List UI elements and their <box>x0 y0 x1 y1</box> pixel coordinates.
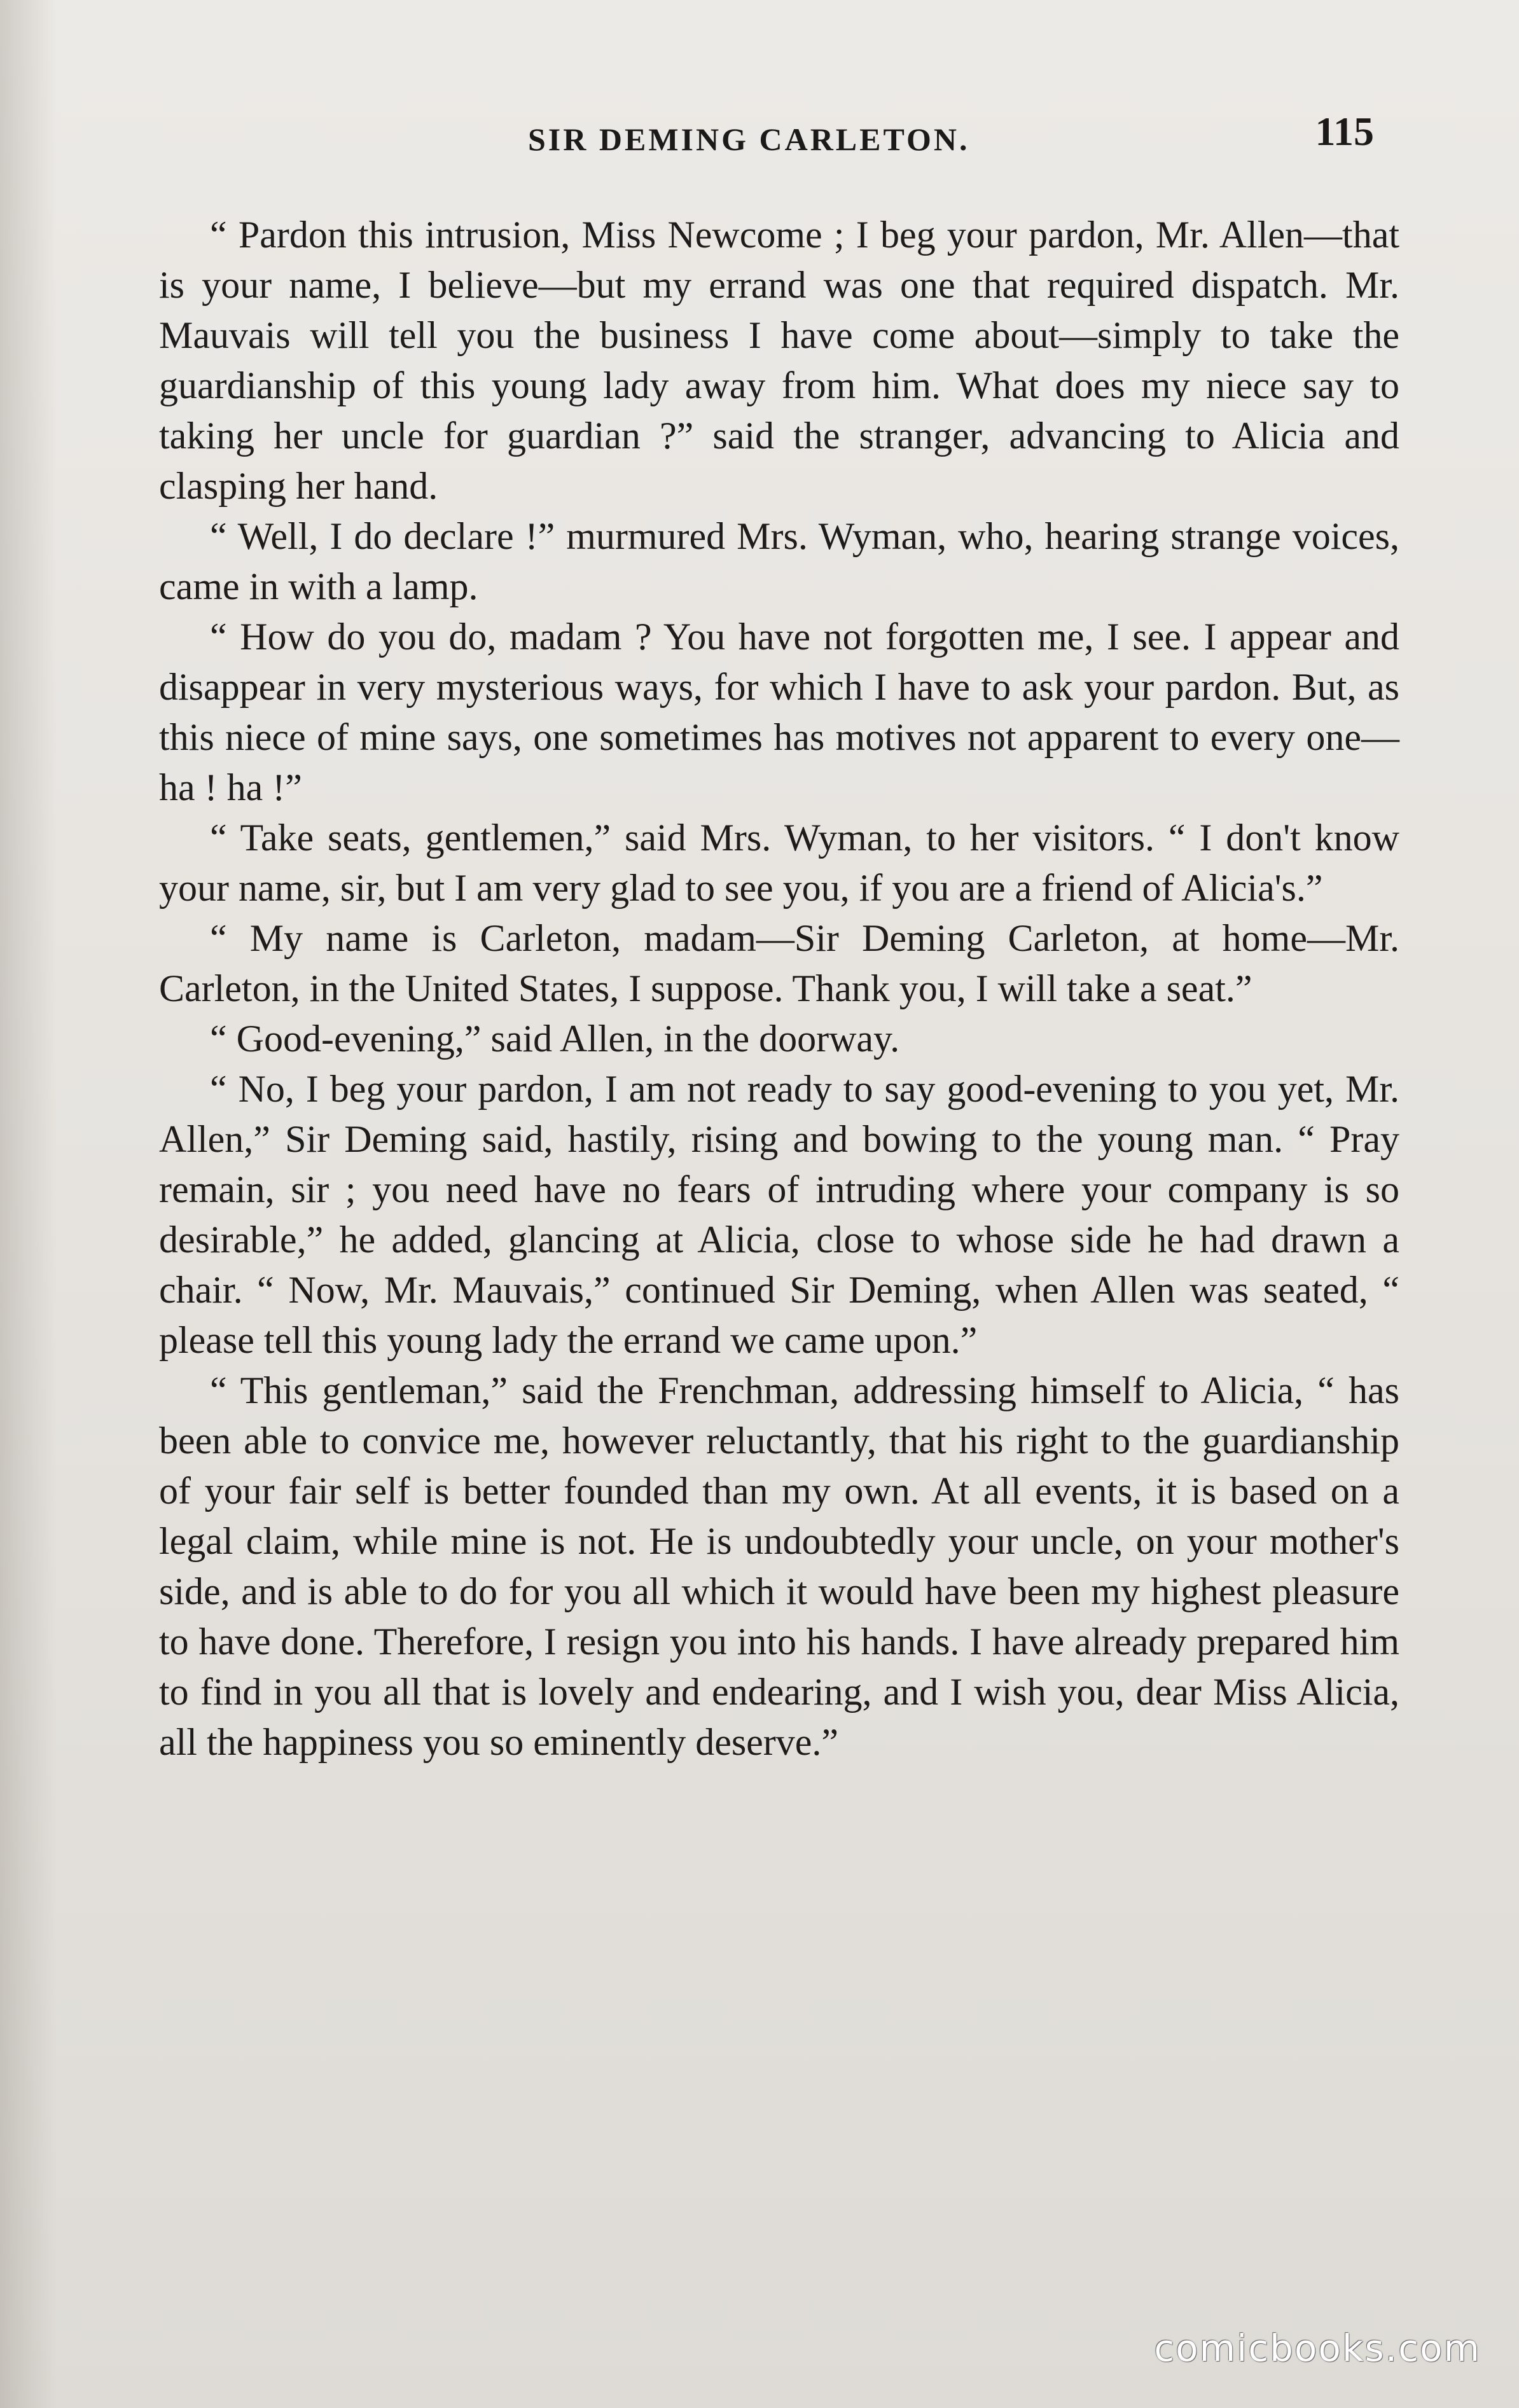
paragraph: “ Good-evening,” said Allen, in the doorway. <box>210 1018 900 1060</box>
paragraph: “ My name is Carleton, madam—Sir Deming Carleton, at home—Mr. Carleton, in the United States, I suppose. Thank you, I will take a seat.” <box>159 917 1399 1009</box>
body-text <box>159 210 1399 1768</box>
paragraph: “ This gentleman,” said the Frenchman, addressing himself to Alicia, “ has been able to convice me, however reluctantly, that his right to the guardianship of your fair self is better founded than my own. At all events, it is based on a legal claim, while mine is not. He is undoubtedly your uncle, on your mother's side, and is able to do for you all which it would have been my highest pleasure to have done. Therefore, I resign you into his hands. I have already prepared him to find in you all that is lovely and endearing, and I wish you, dear Miss Alicia, all the happiness you so eminently deserve.” <box>159 1369 1399 1763</box>
running-head: SIR DEMING CARLETON. <box>528 121 970 157</box>
paragraph: “ Take seats, gentlemen,” said Mrs. Wyman, to her visitors. “ I don't know your name, sir, but I am very glad to see you, if you are a friend of Alicia's.” <box>159 817 1399 909</box>
paragraph: “ No, I beg your pardon, I am not ready to say good-evening to you yet, Mr. Allen,” Sir Deming said, hastily, rising and bowing to the young man. “ Pray remain, sir ; you need have no fears of intruding where your company is so desirable,” he added, glancing at Alicia, close to whose side he had drawn a chair. “ Now, Mr. Mauvais,” continued Sir Deming, when Allen was seated, “ please tell this young lady the errand we came upon.” <box>159 1068 1399 1361</box>
paragraph: “ How do you do, madam ? You have not forgotten me, I see. I appear and disappear in very mysterious ways, for which I have to ask your pardon. But, as this niece of mine says, one sometimes has motives not apparent to every one—ha ! ha !” <box>159 616 1399 808</box>
paragraph: “ Well, I do declare !” murmured Mrs. Wyman, who, hearing strange voices, came in with a lamp. <box>159 515 1399 607</box>
page-header <box>159 95 1399 172</box>
page-number: 115 <box>1315 109 1374 154</box>
watermark: comicbooks.com <box>1154 2327 1481 2370</box>
paragraph: “ Pardon this intrusion, Miss Newcome ; I beg your pardon, Mr. Allen—that is your name, I believe—but my errand was one that required dispatch. Mr. Mauvais will tell you the business I have come about—simply to take the guardianship of this young lady away from him. What does my niece say to taking her uncle for guardian ?” said the stranger, advancing to Alicia and clasping her hand. <box>159 214 1399 507</box>
